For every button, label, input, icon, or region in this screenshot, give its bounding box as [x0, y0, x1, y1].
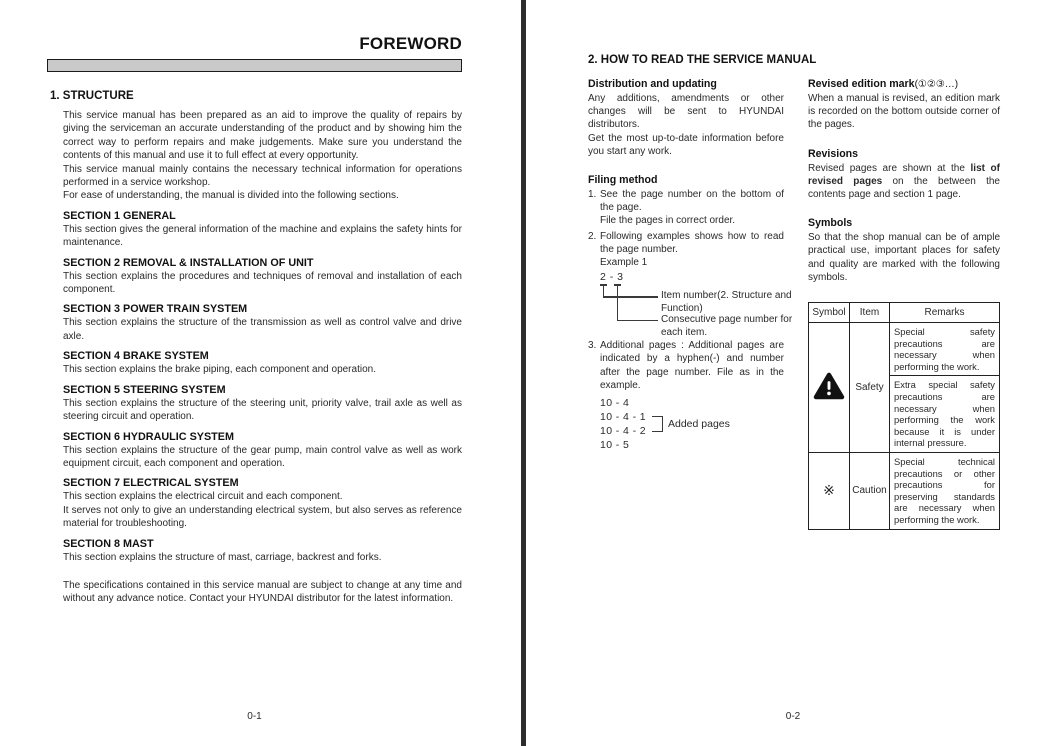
paragraph: So that the shop manual can be of ample practical use, important places for safety and quality are marked with the following symbols.: [808, 232, 1000, 283]
callout-label-page-number: Consecutive page number for each item.: [661, 314, 793, 338]
safety-symbol-cell: [809, 323, 850, 453]
page-number-example: 10 - 5: [600, 439, 630, 452]
intro-paragraph: For ease of understanding, the manual is divided into the following sections.: [63, 190, 399, 202]
paragraph: [808, 162, 1000, 202]
table-row: [809, 452, 1000, 529]
manual-section-heading: SECTION 4 BRAKE SYSTEM: [63, 350, 209, 363]
page-number-example: 10 - 4: [600, 397, 630, 410]
manual-section-heading: SECTION 1 GENERAL: [63, 209, 176, 222]
page-number-footer-right: 0-2: [785, 711, 801, 722]
manual-section-body: This section explains the structure of mast, carriage, backrest and forks.: [63, 551, 382, 563]
revisions-text: Revised pages are shown at the: [808, 162, 971, 174]
manual-section-body: This section explains the structure of the gear pump, main control valve as well as work equipment circuit, each component and operation.: [63, 444, 462, 469]
intro-paragraph: This service manual has been prepared as an aid to improve the quality of repairs by giving the serviceman an accurate understanding of the product and by showing him the correct way to perform repairs and make judgements. Make sure you understand the contents of this manual and use it to full effect at every opportunity.: [63, 110, 462, 162]
filing-heading: Filing method: [588, 174, 658, 187]
caution-item-label: Caution: [850, 452, 890, 529]
added-pages-bracket: [662, 416, 663, 432]
reference-mark-icon: ※: [823, 481, 835, 498]
table-header-item: Item: [850, 303, 890, 323]
manual-section-heading: SECTION 7 ELECTRICAL SYSTEM: [63, 477, 239, 490]
table-header-row: [809, 303, 1000, 323]
manual-section: [63, 257, 462, 297]
manual-section: [63, 431, 462, 471]
list-item-line: File the pages in correct order.: [600, 215, 736, 227]
warning-triangle-icon: [813, 387, 845, 404]
list-item-text: Additional pages : Additional pages are indicated by a hyphen(-) and number after the page number. File as in the example.: [600, 340, 784, 391]
table-header-symbol: Symbol: [809, 303, 850, 323]
two-column-layout: [588, 78, 1000, 530]
manual-section: [63, 350, 462, 376]
page-right: [588, 54, 1000, 530]
callout-line: [603, 296, 658, 297]
added-pages-label: Added pages: [668, 418, 730, 431]
paragraph: When a manual is revised, an edition mark is recorded on the bottom outside corner of the pages.: [808, 93, 1000, 131]
table-row: [809, 323, 1000, 376]
list-marker: 2.: [588, 230, 597, 242]
foreword-title: FOREWORD: [359, 34, 462, 53]
page-number-footer-left: 0-1: [247, 711, 262, 722]
table-header-remarks: Remarks: [890, 303, 1000, 323]
list-marker: 3.: [588, 340, 597, 352]
intro-paragraph: This service manual mainly contains the necessary technical information for operations performed in a service workshop.: [63, 163, 462, 189]
closing-paragraph: The specifications contained in this service manual are subject to change at any time and without any advance notice. Contact your HYUNDAI distributor for the latest information.: [63, 579, 462, 605]
revisions-text: on the between the contents page and section 1 page.: [808, 175, 1000, 201]
list-item-line: See the page number on the bottom of the page.: [600, 189, 784, 214]
manual-section: [63, 384, 462, 424]
list-marker: 1.: [588, 189, 597, 201]
list-item-text: [600, 230, 784, 270]
callout-stem: [617, 284, 618, 321]
callout-label-item-number: Item number(2. Structure and Function): [661, 290, 792, 314]
added-pages-bracket: [652, 431, 663, 432]
column-left: [588, 78, 793, 530]
page-number-example: 10 - 4 - 2: [600, 425, 647, 438]
list-item-text: [600, 188, 784, 228]
manual-section: [63, 477, 462, 530]
callout-line: [617, 320, 658, 321]
manual-section-heading: SECTION 3 POWER TRAIN SYSTEM: [63, 303, 248, 316]
column-right: [808, 78, 1000, 530]
page-number-diagram: [600, 271, 793, 338]
structure-heading: 1. STRUCTURE: [50, 90, 134, 102]
revised-edition-heading-text: Revised edition mark: [808, 78, 915, 90]
revision-mark-sequence: (①②③…): [914, 79, 959, 90]
intro-block: [63, 109, 462, 203]
distribution-heading: Distribution and updating: [588, 78, 717, 90]
list-item-line: Following examples shows how to read the page number.: [600, 230, 784, 255]
manual-section-heading: SECTION 2 REMOVAL & INSTALLATION OF UNIT: [63, 256, 314, 269]
manual-section-body: This section gives the general information of the machine and explains the safety hints for maintenance.: [63, 223, 462, 249]
howto-title: 2. HOW TO READ THE SERVICE MANUAL: [588, 54, 817, 66]
manual-section-body: It serves not only to give an understanding electrical system, but also serves as reference material for troubleshooting.: [63, 504, 462, 530]
manual-section: [63, 210, 462, 250]
manual-section-heading: SECTION 5 STEERING SYSTEM: [63, 383, 226, 396]
paragraph: Any additions, amendments or other changes will be sent to HYUNDAI distributors.: [588, 93, 784, 131]
symbols-table: [808, 302, 1000, 530]
list-item-line: Example 1: [600, 257, 648, 269]
manual-section-body: This section explains the procedures and techniques of removal and installation of each component.: [63, 270, 462, 296]
manual-section-heading: SECTION 8 MAST: [63, 537, 154, 550]
example-page-code: 2 - 3: [600, 271, 624, 284]
manual-section-body: This section explains the structure of the steering unit, priority valve, trail axle as well as steering circuit and operation.: [63, 397, 462, 423]
list-item: [588, 188, 784, 228]
revisions-bold-phrase: list of revised pages: [808, 162, 1000, 187]
remarks-cell: Extra special safety precautions are necessary when performing the work because it is under internal pressure.: [890, 376, 1000, 453]
manual-section-body: This section explains the structure of the transmission as well as control valve and drive axle.: [63, 317, 462, 342]
manual-section: [63, 303, 462, 343]
page-divider: [521, 0, 526, 746]
page-left: [47, 34, 462, 606]
list-item: [588, 339, 784, 392]
symbols-heading: Symbols: [808, 217, 853, 230]
safety-item-label: Safety: [850, 323, 890, 453]
revised-edition-heading: [808, 78, 1000, 90]
manual-section-heading: SECTION 6 HYDRAULIC SYSTEM: [63, 430, 234, 443]
remarks-cell: Special safety precautions are necessary when performing the work.: [890, 323, 1000, 376]
list-item: [588, 230, 784, 270]
remarks-cell: Special technical precautions or other precautions for preserving standards are necessary when performing the work.: [890, 452, 1000, 529]
manual-section-body: This section explains the brake piping, each component and operation.: [63, 364, 376, 376]
page-number-example: 10 - 4 - 1: [600, 411, 647, 424]
page-number-list: [600, 396, 784, 456]
manual-section: [63, 538, 462, 564]
paragraph: Get the most up-to-date information before you start any work.: [588, 132, 784, 157]
title-rule-bar: [47, 59, 462, 72]
manual-section-body: This section explains the electrical circuit and each component.: [63, 491, 343, 503]
revisions-heading: Revisions: [808, 147, 859, 160]
caution-symbol-cell: [809, 452, 850, 529]
